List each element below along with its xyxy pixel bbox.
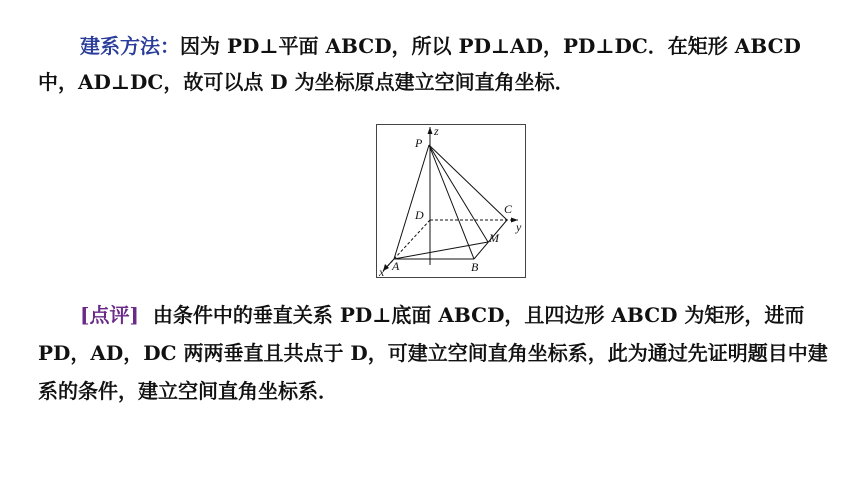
z-axis-arrow — [428, 127, 433, 134]
comment-lead: [点评] — [80, 303, 139, 327]
method-text: 因为 PD⊥平面 ABCD，所以 PD⊥AD，PD⊥DC．在矩形 ABCD 中，AD⊥DC，故可以点 D 为坐标原点建立空间直角坐标． — [38, 34, 801, 94]
label-x: x — [379, 265, 385, 277]
edge-PB — [429, 145, 474, 259]
method-lead: 建系方法： — [80, 34, 180, 58]
comment-paragraph — [38, 296, 828, 410]
label-z: z — [434, 125, 439, 138]
label-B: B — [471, 260, 479, 274]
pyramid-figure — [376, 124, 526, 278]
pyramid-diagram — [377, 125, 525, 277]
edge-PA — [394, 145, 429, 259]
label-M: M — [489, 231, 499, 245]
method-paragraph — [38, 28, 828, 100]
edge-AM — [394, 242, 488, 259]
label-C: C — [504, 202, 513, 216]
comment-text: 由条件中的垂直关系 PD⊥底面 ABCD，且四边形 ABCD 为矩形，进而 PD，AD，DC 两两垂直且共点于 D，可建立空间直角坐标系，此为通过先证明题目中建系的条件，建立空间直角坐标系． — [38, 303, 828, 403]
label-y: y — [516, 220, 522, 234]
label-D: D — [415, 208, 424, 222]
label-A: A — [392, 259, 400, 273]
label-P: P — [415, 136, 423, 150]
